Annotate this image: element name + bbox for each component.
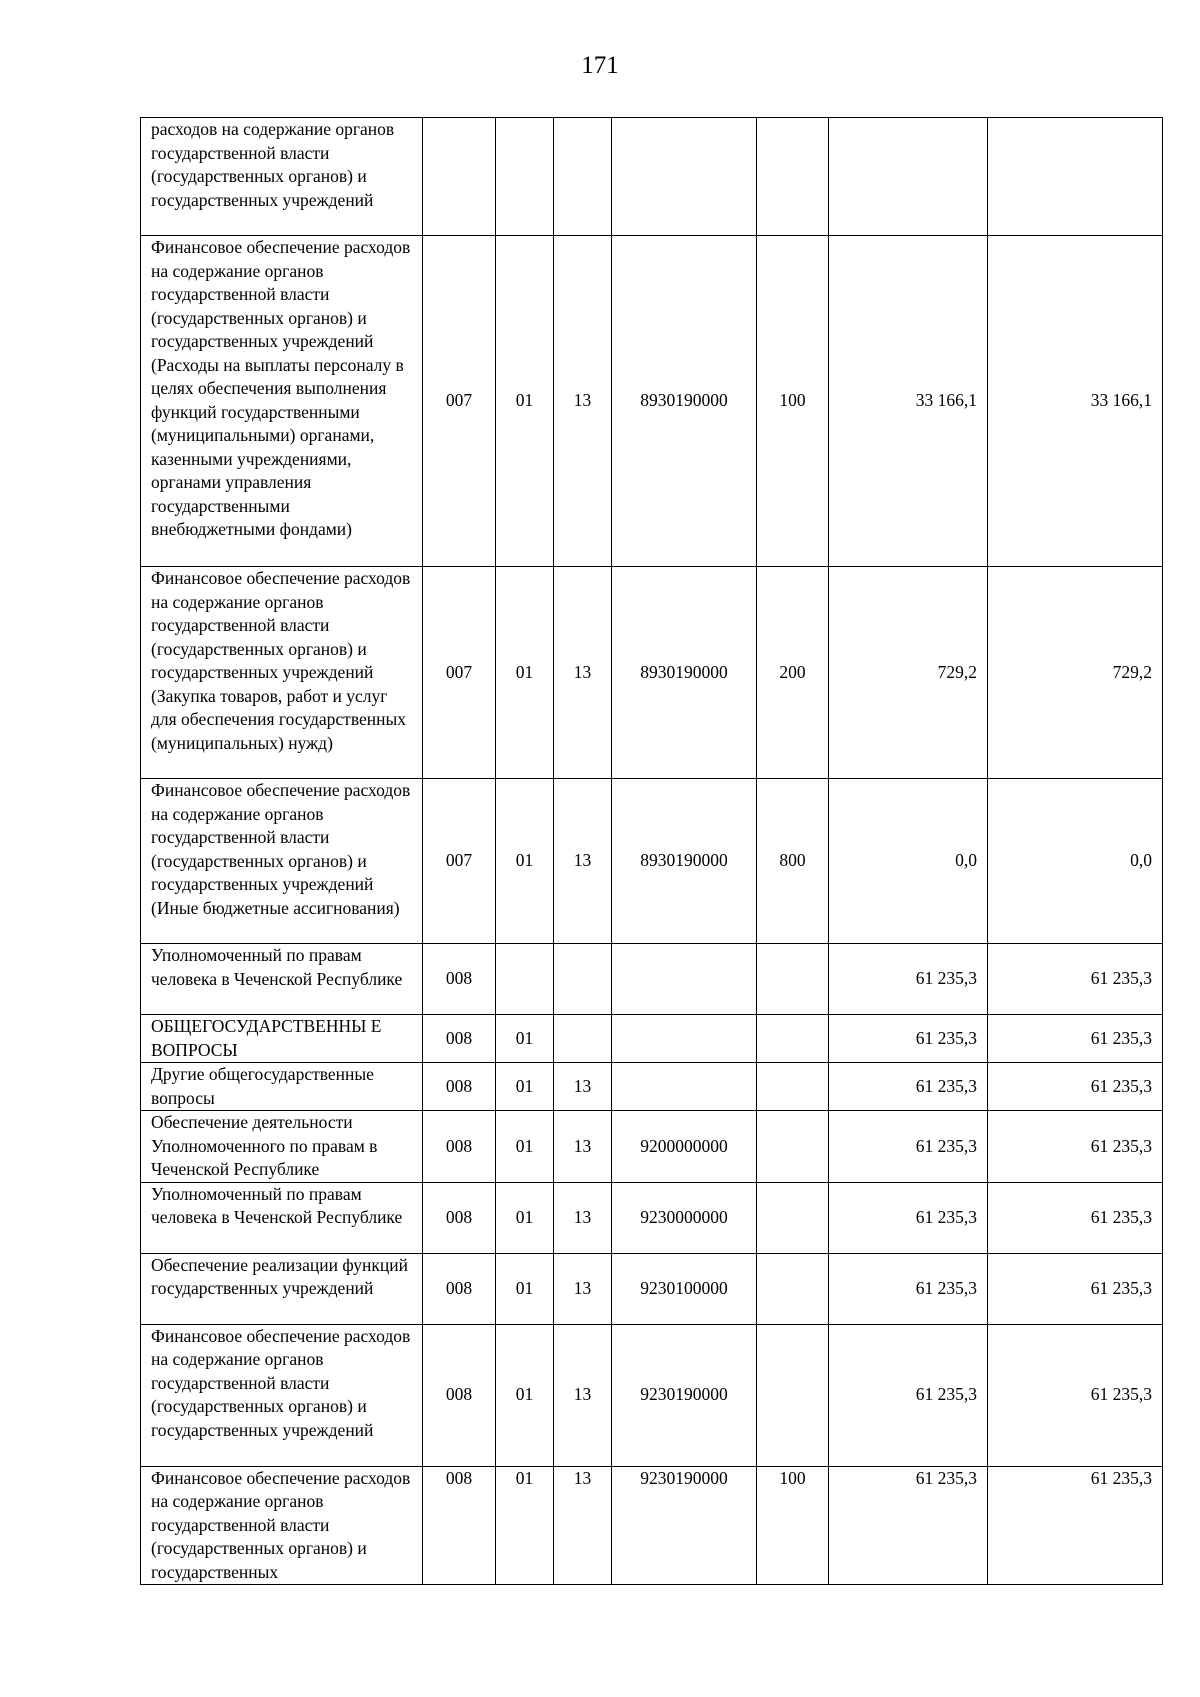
ved-code-cell: 007 (423, 567, 496, 779)
target-article-cell: 8930190000 (612, 236, 757, 567)
row-name-cell: Обеспечение реализации функций государственных учреждений (141, 1253, 423, 1324)
expense-type-cell (757, 1111, 829, 1183)
subsection-code-cell: 13 (554, 1324, 612, 1466)
amount-cell-2: 61 235,3 (988, 1015, 1163, 1063)
ved-code-cell: 007 (423, 236, 496, 567)
ved-code-cell: 007 (423, 779, 496, 944)
row-name-cell: ОБЩЕГОСУДАРСТВЕННЫ Е ВОПРОСЫ (141, 1015, 423, 1063)
section-code-cell: 01 (496, 1111, 554, 1183)
row-name-cell: Финансовое обеспечение расходов на содержание органов государственной власти (государственных органов) и государственных учреждений (Закупка товаров, работ и услуг для обеспечения государственных (муниципальных) нужд) (141, 567, 423, 779)
section-code-cell: 01 (496, 567, 554, 779)
table-row (141, 779, 1163, 944)
target-article-cell (612, 1015, 757, 1063)
table-row (141, 1111, 1163, 1183)
table-row (141, 118, 1163, 236)
table-row (141, 236, 1163, 567)
expense-type-cell (757, 118, 829, 236)
subsection-code-cell: 13 (554, 236, 612, 567)
amount-cell-1: 61 235,3 (829, 1182, 988, 1253)
target-article-cell: 8930190000 (612, 567, 757, 779)
target-article-cell (612, 1063, 757, 1111)
table-row (141, 1182, 1163, 1253)
table-row (141, 567, 1163, 779)
ved-code-cell: 008 (423, 1182, 496, 1253)
target-article-cell (612, 944, 757, 1015)
ved-code-cell: 008 (423, 1466, 496, 1585)
subsection-code-cell: 13 (554, 567, 612, 779)
expense-type-cell: 100 (757, 236, 829, 567)
amount-cell-2: 0,0 (988, 779, 1163, 944)
target-article-cell: 9230190000 (612, 1466, 757, 1585)
amount-cell-2: 61 235,3 (988, 1111, 1163, 1183)
amount-cell-1: 729,2 (829, 567, 988, 779)
target-article-cell: 9230190000 (612, 1324, 757, 1466)
amount-cell-2: 33 166,1 (988, 236, 1163, 567)
subsection-code-cell (554, 1015, 612, 1063)
ved-code-cell: 008 (423, 1324, 496, 1466)
section-code-cell: 01 (496, 1253, 554, 1324)
subsection-code-cell (554, 118, 612, 236)
subsection-code-cell: 13 (554, 1182, 612, 1253)
subsection-code-cell (554, 944, 612, 1015)
row-name-cell: Уполномоченный по правам человека в Чеченской Республике (141, 944, 423, 1015)
row-name-cell: расходов на содержание органов государственной власти (государственных органов) и государственных учреждений (141, 118, 423, 236)
ved-code-cell: 008 (423, 944, 496, 1015)
amount-cell-1: 0,0 (829, 779, 988, 944)
table-row (141, 1253, 1163, 1324)
amount-cell-2: 61 235,3 (988, 1063, 1163, 1111)
target-article-cell: 8930190000 (612, 779, 757, 944)
expense-type-cell: 800 (757, 779, 829, 944)
amount-cell-2: 61 235,3 (988, 1182, 1163, 1253)
target-article-cell (612, 118, 757, 236)
target-article-cell: 9230000000 (612, 1182, 757, 1253)
table-row (141, 1015, 1163, 1063)
row-name-cell: Финансовое обеспечение расходов на содержание органов государственной власти (государственных органов) и государственных учреждений (Расходы на выплаты персоналу в целях обеспечения выполнения функций государственными (муниципальными) органами, казенными учреждениями, органами управления государственными внебюджетными фондами) (141, 236, 423, 567)
table-row (141, 1063, 1163, 1111)
amount-cell-2: 729,2 (988, 567, 1163, 779)
row-name-cell: Уполномоченный по правам человека в Чеченской Республике (141, 1182, 423, 1253)
amount-cell-1: 61 235,3 (829, 1063, 988, 1111)
amount-cell-1: 61 235,3 (829, 1253, 988, 1324)
section-code-cell: 01 (496, 1466, 554, 1585)
ved-code-cell: 008 (423, 1253, 496, 1324)
section-code-cell (496, 118, 554, 236)
amount-cell-2 (988, 118, 1163, 236)
section-code-cell: 01 (496, 1015, 554, 1063)
section-code-cell: 01 (496, 236, 554, 567)
amount-cell-1: 61 235,3 (829, 1324, 988, 1466)
row-name-cell: Другие общегосударственные вопросы (141, 1063, 423, 1111)
ved-code-cell (423, 118, 496, 236)
row-name-cell: Обеспечение деятельности Уполномоченного по правам в Чеченской Республике (141, 1111, 423, 1183)
amount-cell-2: 61 235,3 (988, 1253, 1163, 1324)
expense-type-cell (757, 1324, 829, 1466)
ved-code-cell: 008 (423, 1063, 496, 1111)
expense-type-cell (757, 1015, 829, 1063)
amount-cell-1: 61 235,3 (829, 1466, 988, 1585)
budget-table (140, 117, 1163, 1585)
amount-cell-1: 33 166,1 (829, 236, 988, 567)
target-article-cell: 9230100000 (612, 1253, 757, 1324)
subsection-code-cell: 13 (554, 1111, 612, 1183)
expense-type-cell (757, 1253, 829, 1324)
target-article-cell: 9200000000 (612, 1111, 757, 1183)
subsection-code-cell: 13 (554, 1466, 612, 1585)
amount-cell-2: 61 235,3 (988, 1324, 1163, 1466)
amount-cell-2: 61 235,3 (988, 944, 1163, 1015)
subsection-code-cell: 13 (554, 779, 612, 944)
expense-type-cell (757, 944, 829, 1015)
amount-cell-1: 61 235,3 (829, 1111, 988, 1183)
table-row (141, 944, 1163, 1015)
ved-code-cell: 008 (423, 1111, 496, 1183)
row-name-cell: Финансовое обеспечение расходов на содержание органов государственной власти (государственных органов) и государственных (141, 1466, 423, 1585)
amount-cell-1 (829, 118, 988, 236)
row-name-cell: Финансовое обеспечение расходов на содержание органов государственной власти (государственных органов) и государственных учреждений (Иные бюджетные ассигнования) (141, 779, 423, 944)
expense-type-cell (757, 1182, 829, 1253)
subsection-code-cell: 13 (554, 1063, 612, 1111)
expense-type-cell: 200 (757, 567, 829, 779)
section-code-cell: 01 (496, 1063, 554, 1111)
row-name-cell: Финансовое обеспечение расходов на содержание органов государственной власти (государственных органов) и государственных учреждений (141, 1324, 423, 1466)
expense-type-cell (757, 1063, 829, 1111)
section-code-cell: 01 (496, 1182, 554, 1253)
amount-cell-2: 61 235,3 (988, 1466, 1163, 1585)
section-code-cell (496, 944, 554, 1015)
amount-cell-1: 61 235,3 (829, 1015, 988, 1063)
page-number: 171 (581, 52, 619, 79)
table-row (141, 1324, 1163, 1466)
amount-cell-1: 61 235,3 (829, 944, 988, 1015)
section-code-cell: 01 (496, 779, 554, 944)
expense-type-cell: 100 (757, 1466, 829, 1585)
section-code-cell: 01 (496, 1324, 554, 1466)
ved-code-cell: 008 (423, 1015, 496, 1063)
subsection-code-cell: 13 (554, 1253, 612, 1324)
table-row (141, 1466, 1163, 1585)
